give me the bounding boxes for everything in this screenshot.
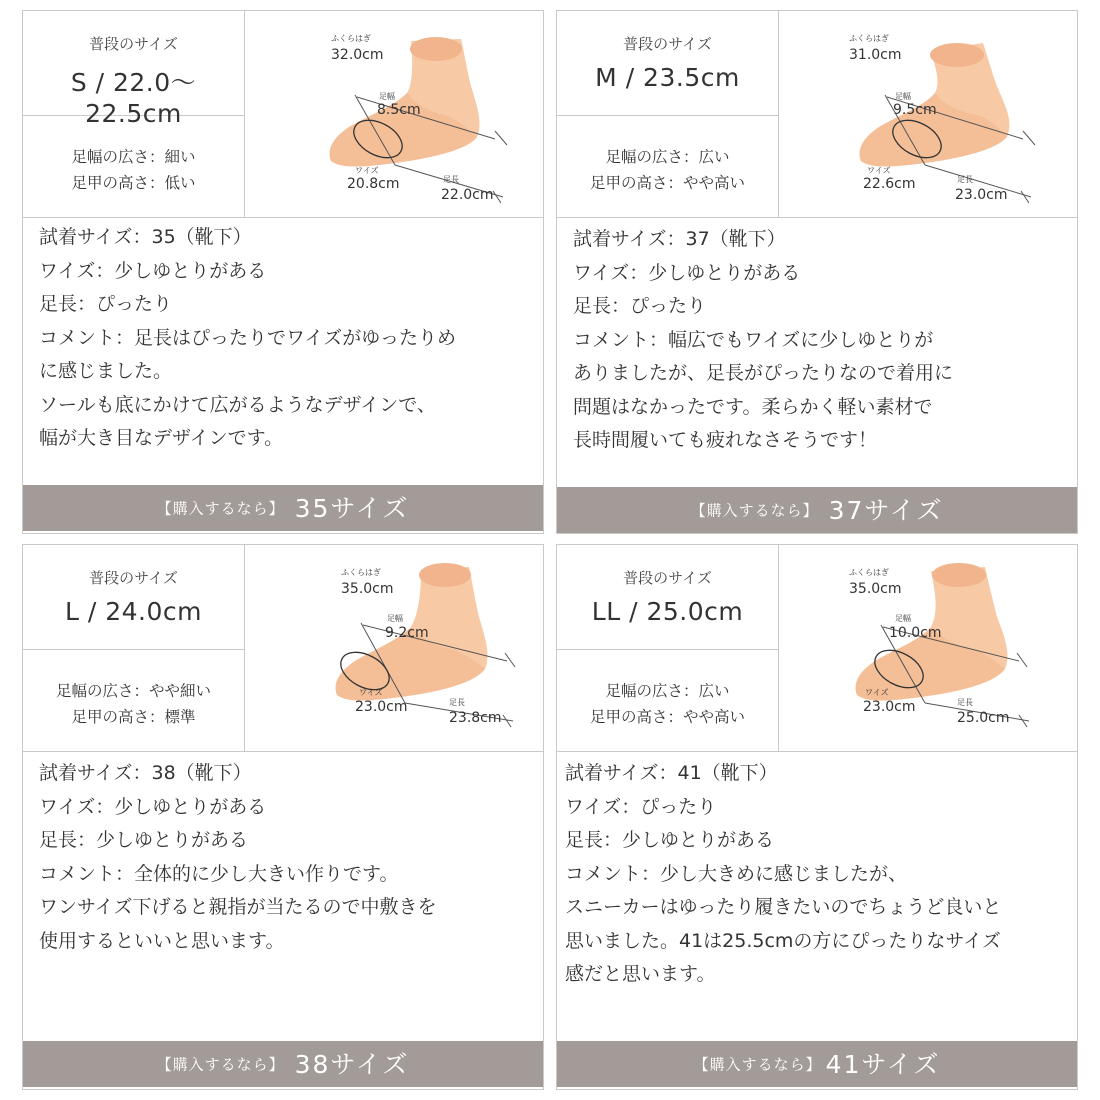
purchase-recommendation-banner [23, 485, 543, 531]
size-card-s [22, 10, 544, 534]
comment-line: 足長：少しゆとりがある [39, 829, 249, 851]
card-header [23, 545, 543, 752]
comment-line: ワイズ：少しゆとりがある [39, 259, 267, 282]
comment-line: 幅が大き目なデザインです。 [39, 427, 284, 449]
comment-line: 足長：少しゆとりがある [565, 829, 775, 851]
wise-label: ワイズ [359, 688, 383, 697]
comment-line: 長時間履いても疲れなさそうです！ [573, 429, 878, 451]
size-card-l [22, 544, 544, 1090]
comment-line: ワイズ：ぴったり [565, 795, 717, 818]
card-header [557, 11, 1077, 218]
wise-label: ワイズ [355, 166, 379, 175]
foot-illustration [245, 545, 543, 751]
review-comment [573, 223, 953, 458]
review-comment [565, 757, 1001, 992]
comment-line: ソールも底にかけて広がるようなデザインで、 [39, 393, 436, 416]
foot-instep-text: 足甲の高さ：標準 [71, 708, 196, 726]
comment-line: ワイズ：少しゆとりがある [573, 261, 801, 284]
usual-size-box [557, 545, 779, 650]
usual-size-value: LL / 25.0cm [591, 597, 744, 626]
wise-label: ワイズ [867, 166, 891, 175]
comment-line: 思いました。41は25.5cmの方にぴったりなサイズ [565, 929, 1001, 952]
calf-value: 35.0cm [341, 581, 394, 597]
length-value: 22.0cm [441, 187, 494, 203]
comment-line: 試着サイズ：38（靴下） [39, 762, 252, 784]
wise-value: 22.6cm [863, 176, 916, 192]
calf-label: ふくらはぎ [849, 34, 889, 43]
comment-line: 足長：ぴったり [39, 293, 173, 315]
size-card-m [556, 10, 1078, 534]
banner-label: 【購入するなら】 [156, 1055, 285, 1074]
comment-line: コメント：全体的に少し大きい作りです。 [39, 862, 399, 885]
length-label: 足長 [957, 698, 973, 707]
length-label: 足長 [443, 175, 459, 184]
usual-size-box [23, 545, 245, 650]
length-value: 25.0cm [957, 710, 1010, 726]
foot-illustration [779, 545, 1077, 751]
usual-size-value: M / 23.5cm [595, 63, 740, 92]
wise-value: 20.8cm [347, 176, 400, 192]
purchase-recommendation-banner [23, 1041, 543, 1087]
comment-line: 感だと思います。 [565, 963, 716, 985]
banner-label: 【購入するなら】 [156, 499, 285, 518]
usual-size-value: S / 22.0〜22.5cm [70, 68, 197, 128]
comment-line: コメント：少し大きめに感じましたが、 [565, 862, 908, 885]
comment-line: 試着サイズ：35（靴下） [39, 226, 252, 248]
usual-size-caption: 普段のサイズ [89, 569, 178, 587]
purchase-recommendation-banner [557, 1041, 1077, 1087]
length-label: 足長 [957, 175, 973, 184]
usual-size-box [23, 11, 245, 128]
comment-line: ワンサイズ下げると親指が当たるので中敷きを [39, 896, 437, 918]
foot-shape-box [557, 116, 779, 217]
calf-label: ふくらはぎ [849, 568, 889, 577]
width-label: 足幅 [895, 92, 911, 101]
foot-instep-text: 足甲の高さ：やや高い [589, 174, 745, 192]
calf-value: 32.0cm [331, 47, 384, 63]
usual-size-value: L / 24.0cm [64, 597, 202, 626]
calf-value: 31.0cm [849, 47, 902, 63]
usual-size-caption: 普段のサイズ [623, 569, 712, 587]
wise-value: 23.0cm [355, 699, 408, 715]
banner-size: 37サイズ [828, 495, 944, 525]
size-card-ll [556, 544, 1078, 1090]
foot-shape-box [23, 650, 245, 751]
foot-shape-box [23, 116, 245, 217]
foot-instep-text: 足甲の高さ：低い [71, 174, 196, 192]
usual-size-caption: 普段のサイズ [623, 35, 712, 53]
foot-illustration [779, 11, 1077, 217]
foot-instep-text: 足甲の高さ：やや高い [589, 708, 745, 726]
usual-size-box [557, 11, 779, 116]
calf-label: ふくらはぎ [341, 568, 381, 577]
calf-label: ふくらはぎ [331, 34, 371, 43]
length-value: 23.0cm [955, 187, 1008, 203]
foot-width-text: 足幅の広さ：やや細い [55, 682, 211, 700]
comment-line: 使用するといいと思います。 [39, 929, 285, 952]
comment-line: ワイズ：少しゆとりがある [39, 795, 267, 818]
wise-label: ワイズ [865, 688, 889, 697]
foot-illustration [245, 11, 543, 217]
length-label: 足長 [449, 698, 465, 707]
banner-label: 【購入するなら】 [693, 1055, 822, 1074]
width-value: 8.5cm [377, 102, 421, 118]
comment-line: 問題はなかったです。柔らかく軽い素材で [573, 395, 933, 418]
banner-label: 【購入するなら】 [690, 501, 819, 520]
banner-size: 38サイズ [294, 1049, 410, 1079]
purchase-recommendation-banner [557, 487, 1077, 533]
usual-size-caption: 普段のサイズ [89, 35, 178, 53]
comment-line: コメント：幅広でもワイズに少しゆとりが [573, 328, 934, 351]
comment-line: 試着サイズ：41（靴下） [565, 762, 778, 784]
comment-line: スニーカーはゆったり履きたいのでちょうど良いと [565, 896, 1002, 918]
foot-width-text: 足幅の広さ：細い [71, 148, 196, 166]
comment-line: 足長：ぴったり [573, 295, 707, 317]
card-header [23, 11, 543, 218]
foot-width-text: 足幅の広さ：広い [605, 148, 730, 166]
review-comment [39, 221, 456, 456]
comment-line: 試着サイズ：37（靴下） [573, 228, 786, 250]
review-comment [39, 757, 436, 958]
width-value: 9.2cm [385, 625, 429, 641]
width-label: 足幅 [387, 614, 403, 623]
width-value: 9.5cm [893, 102, 937, 118]
width-label: 足幅 [379, 92, 395, 101]
wise-value: 23.0cm [863, 699, 916, 715]
foot-shape-box [557, 650, 779, 751]
banner-size: 35サイズ [294, 493, 410, 523]
width-value: 10.0cm [889, 625, 942, 641]
foot-width-text: 足幅の広さ：広い [605, 682, 730, 700]
comment-line: に感じました。 [39, 360, 173, 382]
calf-value: 35.0cm [849, 581, 902, 597]
width-label: 足幅 [895, 614, 911, 623]
banner-size: 41サイズ [825, 1049, 941, 1079]
length-value: 23.8cm [449, 710, 502, 726]
comment-line: コメント：足長はぴったりでワイズがゆったりめ [39, 326, 457, 349]
card-header [557, 545, 1077, 752]
comment-line: ありましたが、足長がぴったりなので着用に [573, 362, 954, 384]
